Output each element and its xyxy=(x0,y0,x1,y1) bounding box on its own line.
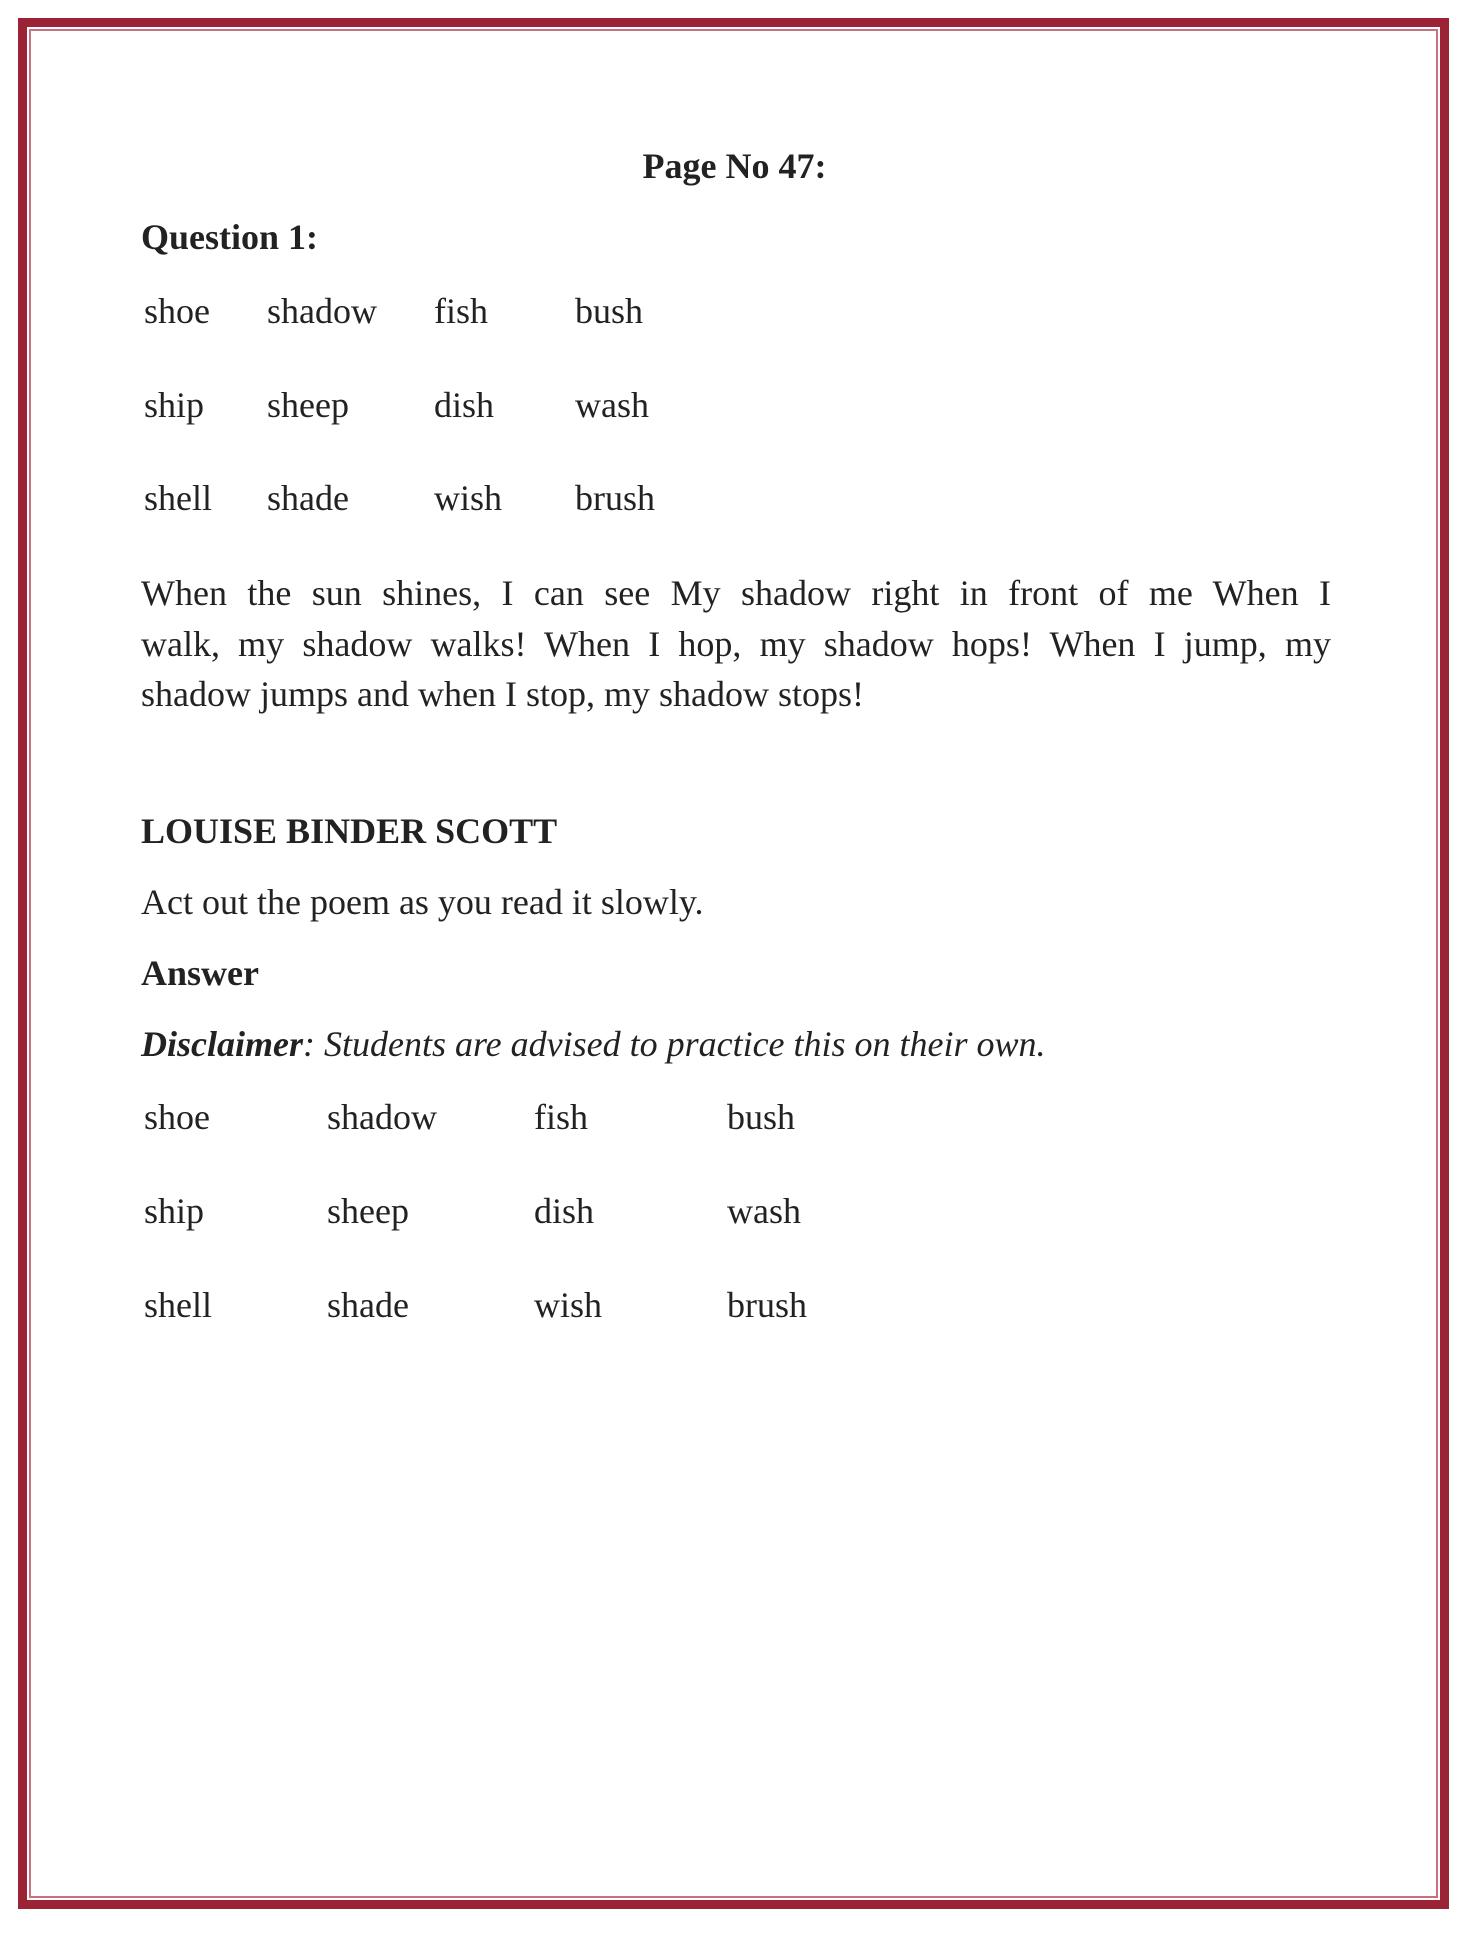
word-cell: dish xyxy=(434,385,495,425)
word-cell: fish xyxy=(534,1097,588,1137)
word-cell: bush xyxy=(727,1097,796,1137)
poem-paragraph xyxy=(141,568,1331,720)
question-heading: Question 1: xyxy=(141,217,319,257)
word-cell: shadow xyxy=(327,1097,437,1137)
word-cell: wash xyxy=(575,385,649,425)
word-cell: sheep xyxy=(327,1191,409,1231)
word-cell: shade xyxy=(267,478,349,518)
word-cell: shoe xyxy=(144,1097,210,1137)
disclaimer xyxy=(141,1026,1046,1062)
word-cell: shadow xyxy=(267,291,377,331)
poem-line: shadow jumps and when I stop, my shadow stops! xyxy=(141,674,864,714)
poem-line: When the sun shines, I can see My shadow right in front of me When I xyxy=(141,573,1331,613)
word-cell: dish xyxy=(534,1191,595,1231)
word-cell: sheep xyxy=(267,385,349,425)
poem-line: walk, my shadow walks! When I hop, my shadow hops! When I jump, my xyxy=(141,623,1331,664)
word-cell: brush xyxy=(727,1285,807,1325)
word-cell: bush xyxy=(575,291,644,331)
word-cell: wish xyxy=(434,478,503,518)
word-cell: shade xyxy=(327,1285,409,1325)
word-cell: fish xyxy=(434,291,488,331)
disclaimer-label: Disclaimer xyxy=(141,1024,303,1064)
word-cell: wash xyxy=(727,1191,801,1231)
instruction-text: Act out the poem as you read it slowly. xyxy=(141,882,704,922)
word-cell: ship xyxy=(144,1191,205,1231)
disclaimer-text: : Students are advised to practice this on their own. xyxy=(302,1024,1046,1064)
page-title: Page No 47: xyxy=(642,146,827,186)
word-cell: shoe xyxy=(144,291,210,331)
word-cell: wish xyxy=(534,1285,603,1325)
word-cell: shell xyxy=(144,478,212,518)
word-cell: ship xyxy=(144,385,205,425)
word-cell: brush xyxy=(575,478,655,518)
author-name: LOUISE BINDER SCOTT xyxy=(141,811,558,851)
answer-heading: Answer xyxy=(141,953,259,993)
word-cell: shell xyxy=(144,1285,212,1325)
